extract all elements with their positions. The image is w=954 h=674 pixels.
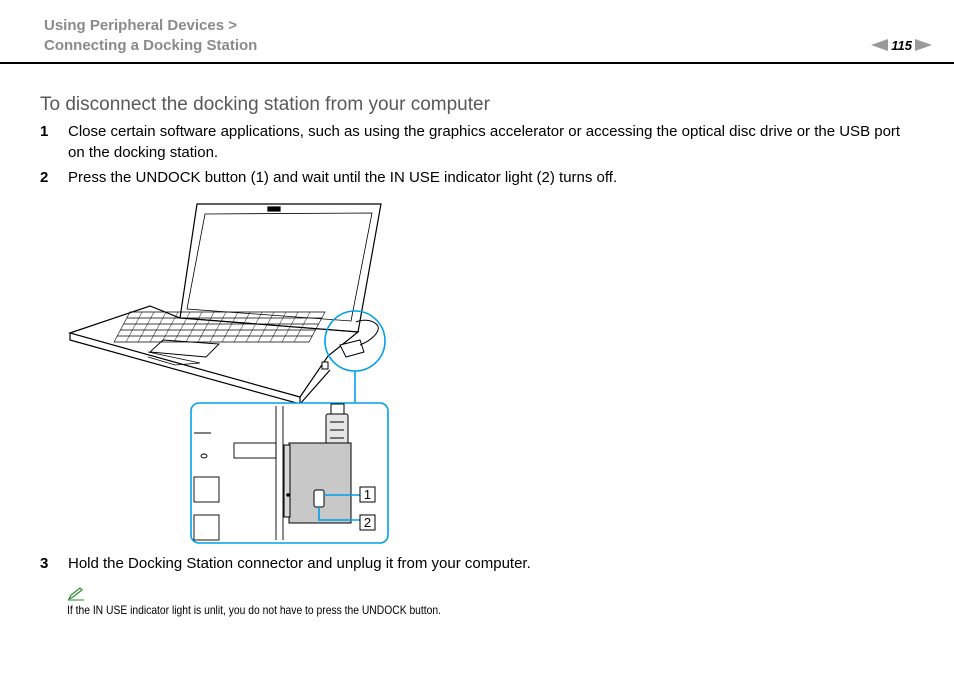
breadcrumb-page[interactable]: Connecting a Docking Station <box>44 37 258 54</box>
step-text: Close certain software applications, such as using the graphics accelerator or accessing the optical disc drive or the USB port on the docking station. <box>68 123 901 161</box>
step-number: 2 <box>40 169 49 186</box>
pencil-note-icon <box>67 587 85 601</box>
step-text: Press the UNDOCK button (1) and wait until the IN USE indicator light (2) turns off. <box>68 169 618 186</box>
note-text: If the IN USE indicator light is unlit, you do not have to press the UNDOCK button. <box>67 603 442 617</box>
detail-view <box>191 403 388 543</box>
callout-2-box <box>360 515 375 530</box>
laptop-screen <box>180 204 381 332</box>
callout-1-label: 1 <box>363 487 372 502</box>
section-title: To disconnect the docking station from your computer <box>40 94 490 115</box>
page-number: 115 <box>891 37 912 53</box>
callout-1-box <box>360 487 375 502</box>
step-number: 3 <box>40 555 49 572</box>
callout-2-label: 2 <box>363 515 372 530</box>
breadcrumb-section[interactable]: Using Peripheral Devices > <box>44 17 238 34</box>
step-number: 1 <box>40 123 49 140</box>
step-text: Hold the Docking Station connector and unplug it from your computer. <box>68 555 531 572</box>
